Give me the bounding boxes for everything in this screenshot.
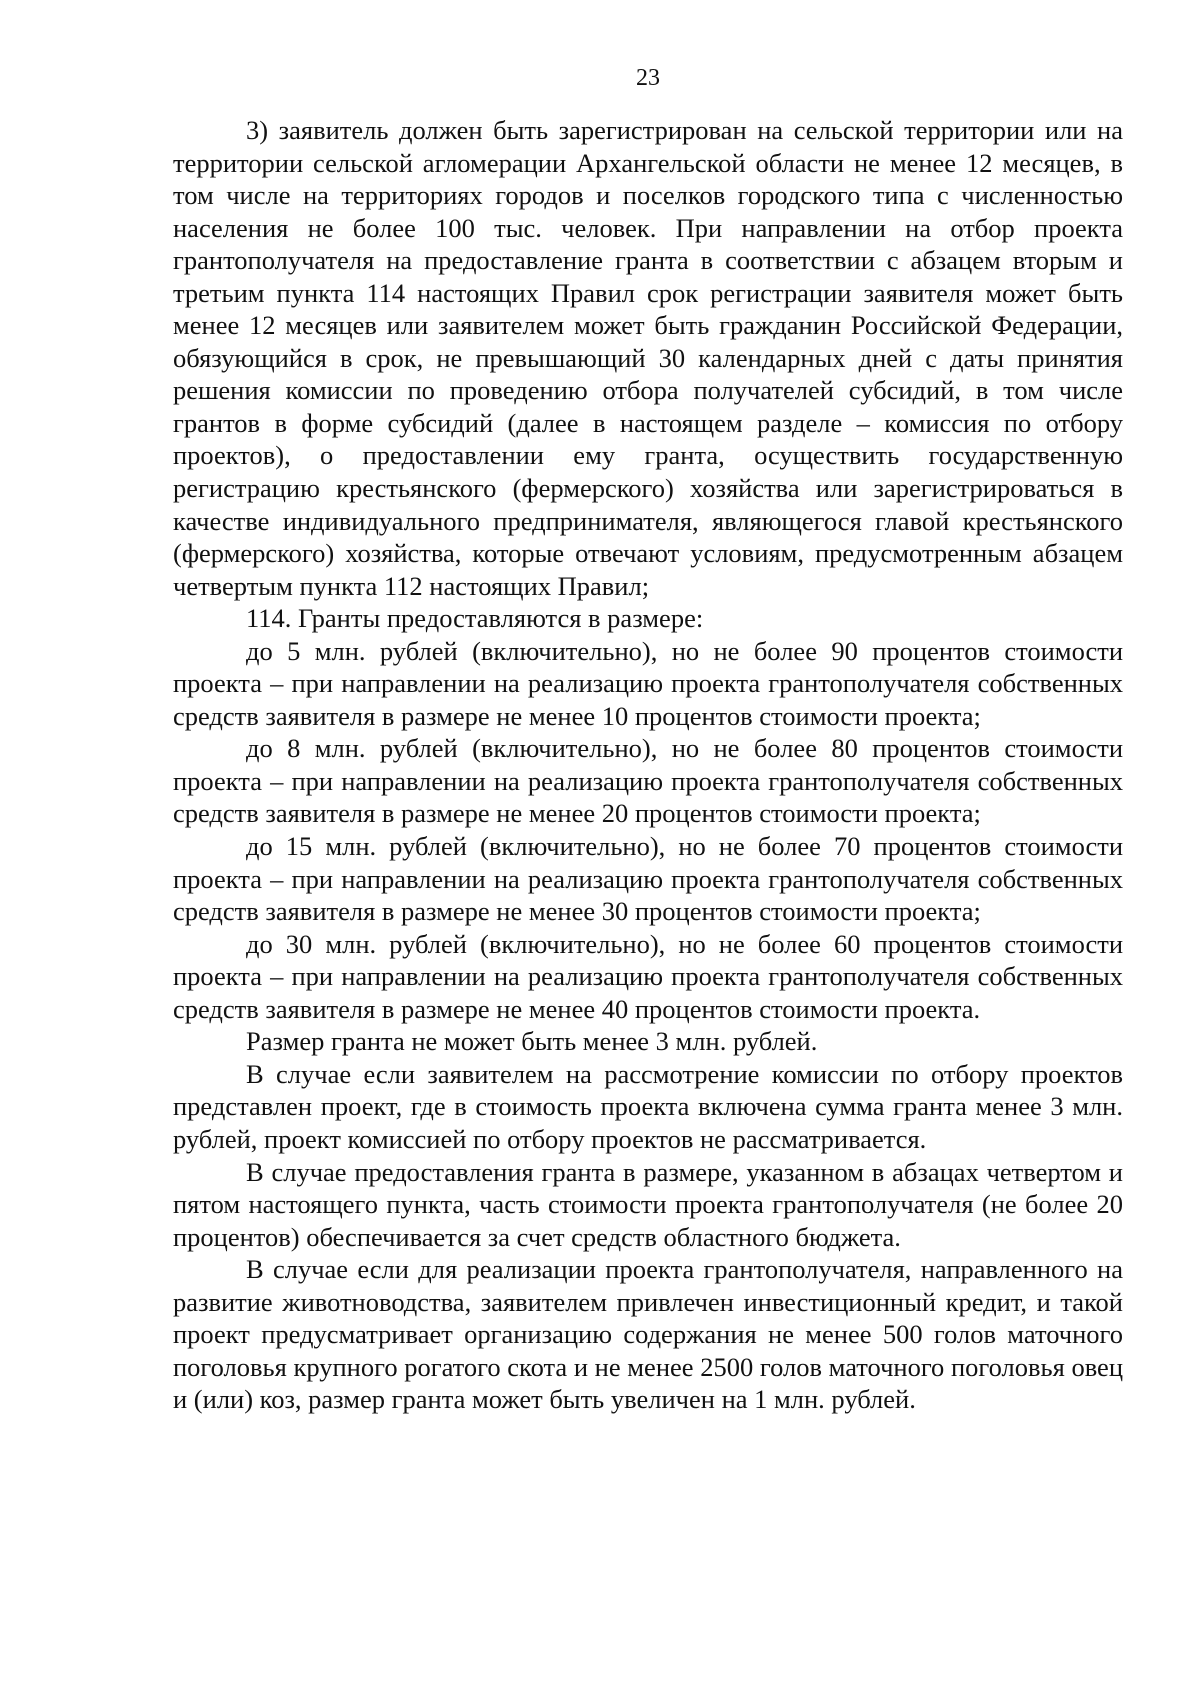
paragraph-minimum-grant: Размер гранта не может быть менее 3 млн. рублей. <box>246 1026 818 1057</box>
paragraph-below-minimum: В случае если заявителем на рассмотрение комиссии по отбору проектов представлен проект, где в стоимость проекта включена сумма гранта менее 3 млн. рублей, проект комиссией по отбору проектов не рассматривается. <box>173 1058 1123 1154</box>
document-body <box>173 114 1123 1416</box>
paragraph-registration-requirement: 3) заявитель должен быть зарегистрирован на сельской территории или на территории сельской агломерации Архангельской области не менее 12 месяцев, в том числе на территориях городов и поселков городского типа с численностью населения не более 100 тыс. человек. При направлении на отбор проекта грантополучателя на предоставление гранта в соответствии с абзацем вторым и третьим пункта 114 настоящих Правил срок регистрации заявителя может быть менее 12 месяцев или заявителем может быть гражданин Российской Федерации, обязующийся в срок, не превышающий 30 календарных дней с даты принятия решения комиссии по проведению отбора получателей субсидий, в том числе грантов в форме субсидий (далее в настоящем разделе – комиссия по отбору проектов), о предоставлении ему гранта, осуществить государственную регистрацию крестьянского (фермерского) хозяйства или зарегистрироваться в качестве индивидуального предпринимателя, являющегося главой крестьянского (фермерского) хозяйства, которые отвечают условиям, предусмотренным абзацем четвертым пункта 112 настоящих Правил; <box>173 115 1123 601</box>
paragraph-regional-budget: В случае предоставления гранта в размере, указанном в абзацах четвертом и пятом настоящего пункта, часть стоимости проекта грантополучателя (не более 20 процентов) обеспечивается за счет средств областного бюджета. <box>173 1156 1123 1252</box>
paragraph-grant-tier-5m: до 5 млн. рублей (включительно), но не более 90 процентов стоимости проекта – при направлении на реализацию проекта грантополучателя собственных средств заявителя в размере не менее 10 процентов стоимости проекта; <box>173 635 1123 731</box>
paragraph-livestock-increase: В случае если для реализации проекта грантополучателя, направленного на развитие животноводства, заявителем привлечен инвестиционный кредит, и такой проект предусматривает организацию содержания не менее 500 голов маточного поголовья крупного рогатого скота и не менее 2500 голов маточного поголовья овец и (или) коз, размер гранта может быть увеличен на 1 млн. рублей. <box>173 1254 1123 1415</box>
paragraph-grant-tier-30m: до 30 млн. рублей (включительно), но не более 60 процентов стоимости проекта – при направлении на реализацию проекта грантополучателя собственных средств заявителя в размере не менее 40 процентов стоимости проекта. <box>173 928 1123 1024</box>
page-number: 23 <box>636 65 660 91</box>
paragraph-grant-tier-15m: до 15 млн. рублей (включительно), но не более 70 процентов стоимости проекта – при направлении на реализацию проекта грантополучателя собственных средств заявителя в размере не менее 30 процентов стоимости проекта; <box>173 831 1123 927</box>
paragraph-grant-tier-8m: до 8 млн. рублей (включительно), но не более 80 процентов стоимости проекта – при направлении на реализацию проекта грантополучателя собственных средств заявителя в размере не менее 20 процентов стоимости проекта; <box>173 733 1123 829</box>
paragraph-grant-sizes-heading: 114. Гранты предоставляются в размере: <box>246 603 704 634</box>
